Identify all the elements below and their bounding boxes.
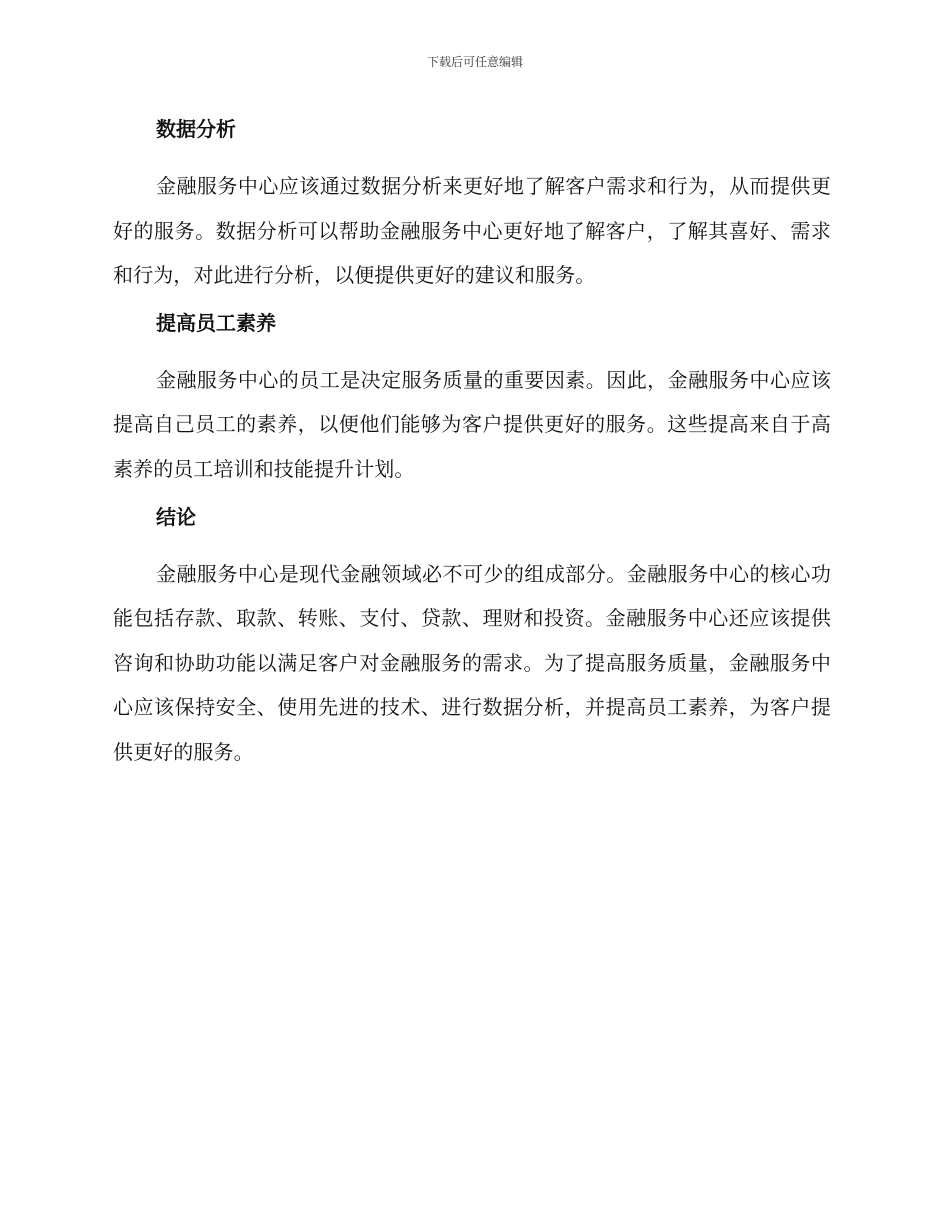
- section-paragraph: 金融服务中心是现代金融领域必不可少的组成部分。金融服务中心的核心功能包括存款、取款、转账、支付、贷款、理财和投资。金融服务中心还应该提供咨询和协助功能以满足客户对金融服务的需求。为了提高服务质量，金融服务中心应该保持安全、使用先进的技术、进行数据分析，并提高员工素养，为客户提供更好的服务。: [113, 561, 831, 764]
- section-heading: 提高员工素养: [156, 310, 276, 335]
- section-data-analysis: [113, 107, 831, 298]
- section-paragraph: 金融服务中心应该通过数据分析来更好地了解客户需求和行为，从而提供更好的服务。数据分析可以帮助金融服务中心更好地了解客户，了解其喜好、需求和行为，对此进行分析，以便提供更好的建议和服务。: [113, 174, 831, 288]
- section-heading: 数据分析: [156, 117, 236, 141]
- document-body: [113, 107, 831, 778]
- section-conclusion: [113, 495, 831, 775]
- section-heading: 结论: [156, 504, 196, 529]
- section-staff-quality: [113, 301, 831, 492]
- section-paragraph: 金融服务中心的员工是决定服务质量的重要因素。因此，金融服务中心应该提高自己员工的素养，以便他们能够为客户提供更好的服务。这些提高来自于高素养的员工培训和技能提升计划。: [113, 367, 831, 481]
- page-header: 下载后可任意编辑: [426, 55, 523, 69]
